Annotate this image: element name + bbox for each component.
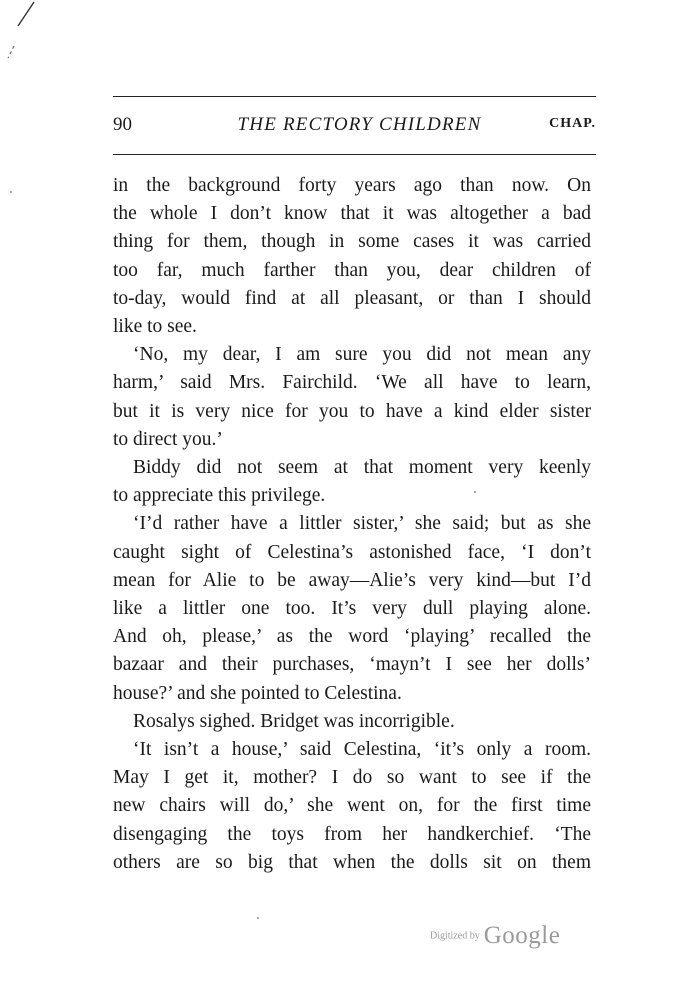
text-line: ‘No, my dear, I am sure you did not mean any xyxy=(133,344,591,366)
text-line: disengaging the toys from her handkerchief. ‘The xyxy=(113,823,591,845)
text-line: the whole I don’t know that it was altogether a bad xyxy=(113,203,591,225)
text-line: in the background forty years ago than now. On xyxy=(113,175,591,196)
text-line: harm,’ said Mrs. Fairchild. ‘We all have to learn, xyxy=(113,372,591,394)
header-bottom-rule xyxy=(113,154,596,155)
text-line: others are so big that when the dolls sit on them xyxy=(113,851,591,873)
text-line: to appreciate this privilege. xyxy=(113,485,326,507)
text-line: ‘It isn’t a house,’ said Celestina, ‘it’s only a room. xyxy=(133,739,591,761)
text-line: And oh, please,’ as the word ‘playing’ recalled the xyxy=(113,626,591,648)
body-text xyxy=(113,172,591,877)
text-line: mean for Alie to be away—Alie’s very kind—but I’d xyxy=(113,569,591,591)
text-line: like to see. xyxy=(113,316,197,338)
text-line: Biddy did not seem at that moment very keenly xyxy=(133,457,591,479)
text-line: bazaar and their purchases, ‘mayn’t I see her dolls’ xyxy=(113,654,591,676)
text-line: to-day, would find at all pleasant, or than I should xyxy=(113,287,591,309)
text-line: new chairs will do,’ she went on, for the first time xyxy=(113,795,591,817)
watermark-brand: Google xyxy=(483,922,561,949)
text-line: but it is very nice for you to have a kind elder sister xyxy=(113,400,591,422)
running-title: THE RECTORY CHILDREN xyxy=(237,114,482,135)
text-line: caught sight of Celestina’s astonished face, ‘I don’t xyxy=(113,541,591,563)
scan-speck xyxy=(474,491,476,493)
text-line: thing for them, though in some cases it was carried xyxy=(113,231,591,253)
text-line: house?’ and she pointed to Celestina. xyxy=(113,682,402,704)
running-head xyxy=(113,114,596,140)
chapter-abbrev: CHAP. xyxy=(549,116,596,131)
scan-speck xyxy=(10,191,12,193)
text-line: May I get it, mother? I do so want to see if the xyxy=(113,767,591,789)
page-number: 90 xyxy=(113,114,132,135)
scan-speck xyxy=(257,917,259,919)
text-line: too far, much farther than you, dear children of xyxy=(113,259,591,281)
header-top-rule xyxy=(113,96,596,97)
text-line: to direct you.’ xyxy=(113,428,223,450)
watermark-prefix: Digitized by xyxy=(430,930,480,942)
text-line: ‘I’d rather have a littler sister,’ she said; but as she xyxy=(133,513,591,535)
text-line: Rosalys sighed. Bridget was incorrigible. xyxy=(133,710,455,732)
margin-pencil-mark xyxy=(4,0,44,70)
text-line: like a littler one too. It’s very dull playing alone. xyxy=(113,598,591,620)
digitization-watermark xyxy=(430,922,560,950)
